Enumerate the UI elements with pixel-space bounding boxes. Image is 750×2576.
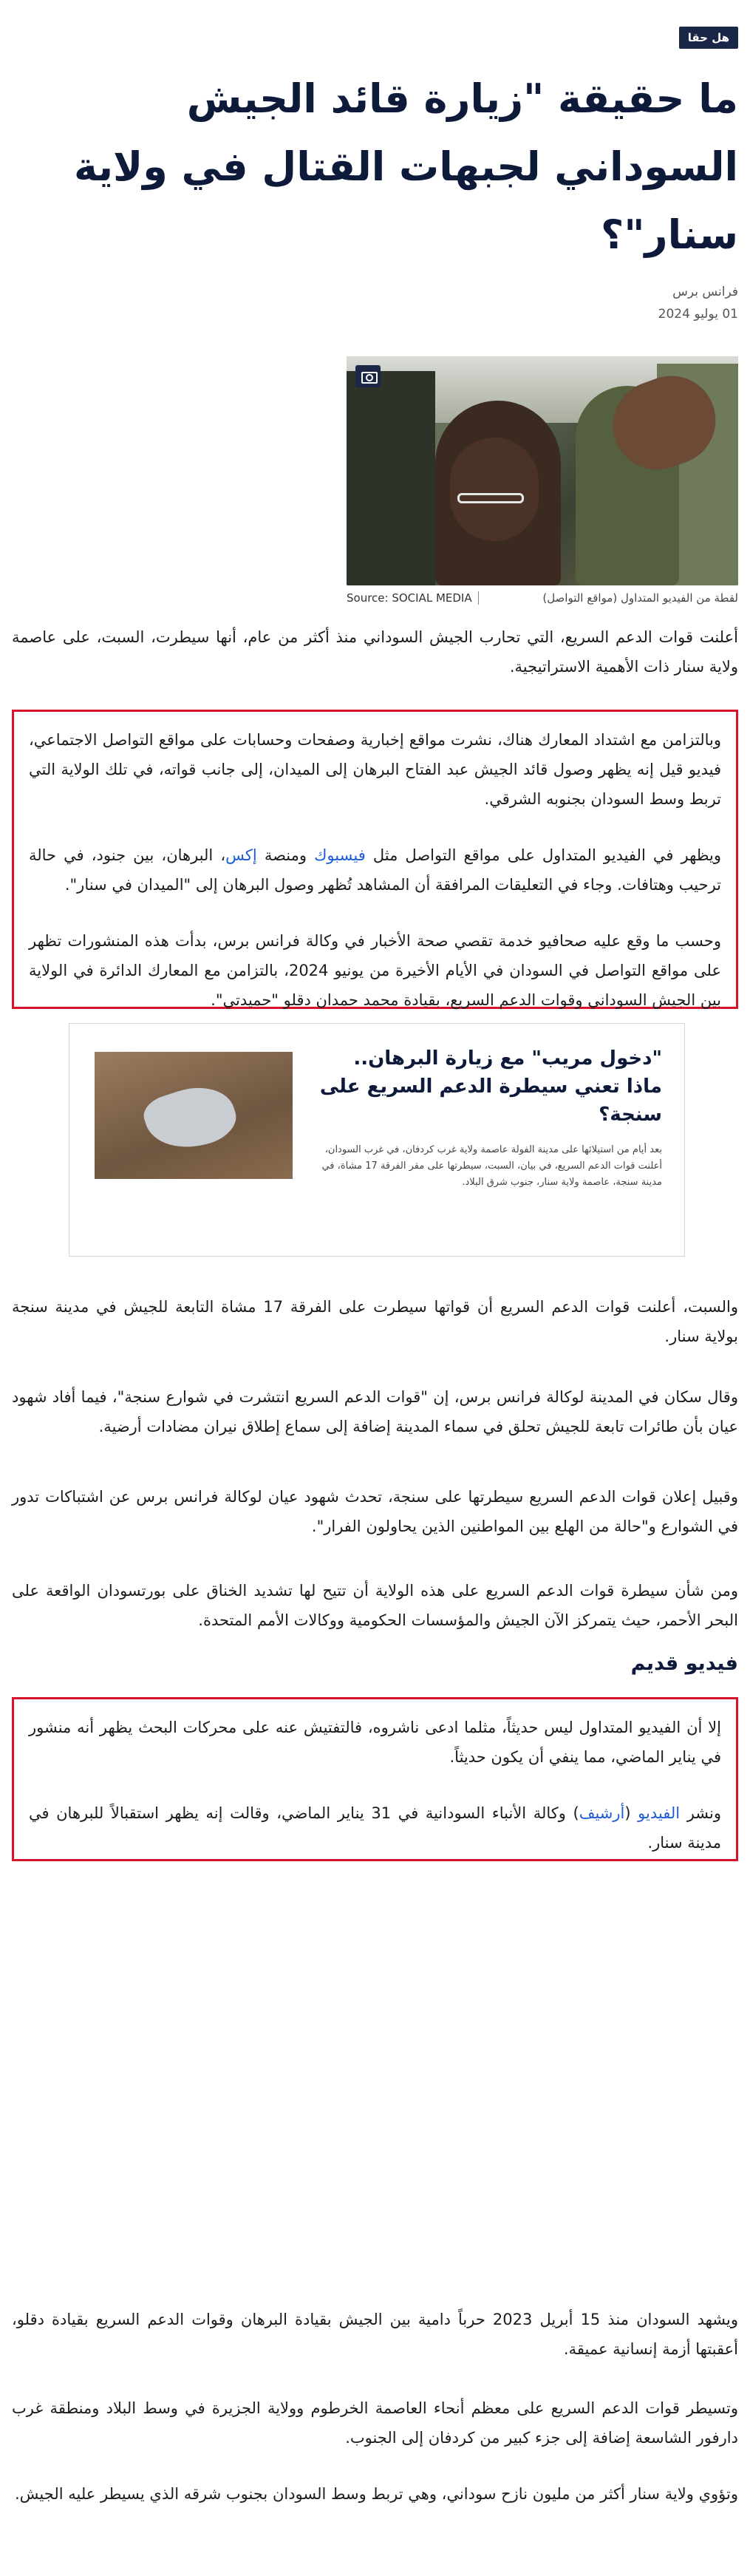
facebook-link[interactable]: فيسبوك — [314, 846, 366, 864]
caption-credit: Source: SOCIAL MEDIA — [347, 591, 479, 605]
paragraph-5: ومن شأن سيطرة قوات الدعم السريع على هذه الولاية أن تتيح لها تشديد الخناق على بورتسودان الواقعة على البحر الأحمر، حيث يتمركز الآن الجيش والمؤسسات الحكومية ووكالات الأمم المتحدة. — [12, 1582, 738, 1629]
paragraph-3: وقال سكان في المدينة لوكالة فرانس برس، إن "قوات الدعم السريع انتشرت في شوارع سنجة"، فيما أفاد شهود عيان بأن طائرات تابعة للجيش تحلق في سماء المدينة إضافة إلى سماع إطلاق نيران مضادات أرضية. — [12, 1388, 738, 1435]
gallery-icon[interactable] — [355, 365, 381, 387]
article-title: ما حقيقة "زيارة قائد الجيش السوداني لجبهات القتال في ولاية سنار"؟ — [74, 75, 738, 258]
caption-text: لقطة من الفيديو المتداول (مواقع التواصل) — [542, 591, 738, 605]
category-badge[interactable]: هل حقا — [679, 27, 738, 49]
x-link[interactable]: إكس — [225, 846, 257, 864]
related-article-text — [315, 1044, 662, 1235]
highlight-box-verdict — [12, 1697, 738, 1861]
article-source[interactable]: فرانس برس — [672, 285, 738, 299]
article-photo[interactable] — [347, 356, 738, 585]
claim-paragraph-1: وبالتزامن مع اشتداد المعارك هناك، نشرت مواقع إخبارية وصفحات وحسابات على مواقع التواصل الاجتماعي، فيديو قيل إنه يظهر وصول قائد الجيش عبد الفتاح البرهان إلى الميدان، إلى جانب قواته، في تلك الولاية التي تربط وسط السودان بجنوبه الشرقي. — [29, 731, 721, 808]
claim-paragraph-3: وحسب ما وقع عليه صحافيو خدمة تقصي صحة الأخبار في وكالة فرانس برس، بدأت هذه المنشورات تظهر على مواقع التواصل في السودان في الأيام الأخيرة من يونيو 2024، بالتزامن مع المعارك الدائرة في الولاية بين الجيش السوداني وقوات الدعم السريع، بقيادة محمد حمدان دقلو "حميدتي". — [29, 932, 721, 1009]
related-article-title[interactable]: "دخول مريب" مع زيارة البرهان.. ماذا تعني سيطرة الدعم السريع على سنجة؟ — [319, 1047, 662, 1126]
article-date: 01 يوليو 2024 — [658, 307, 738, 322]
verdict-paragraph-2: ونشر الفيديو (أرشيف) وكالة الأنباء السودانية في 31 يناير الماضي، وقالت إنه يظهر استقبالاً للبرهان في مدينة سنار. — [29, 1804, 721, 1852]
related-article-image[interactable] — [95, 1052, 293, 1179]
paragraph-4: وقبيل إعلان قوات الدعم السريع سيطرتها على سنجة، تحدث شهود عيان لوكالة فرانس برس عن اشتباكات تدور في الشوارع و"حالة من الهلع بين المواطنين الذين يحاولون الفرار". — [12, 1488, 738, 1535]
paragraph-8: وتؤوي ولاية سنار أكثر من مليون نازح سوداني، وهي تربط وسط السودان بجنوب شرقه الذي يسيطر عليه الجيش. — [14, 2485, 738, 2503]
paragraph-2: والسبت، أعلنت قوات الدعم السريع أن قواتها سيطرت على الفرقة 17 مشاة التابعة للجيش في مدينة سنجة بولاية سنار. — [12, 1298, 739, 1345]
claim-paragraph-2: ويظهر في الفيديو المتداول على مواقع التواصل مثل فيسبوك ومنصة إكس، البرهان، بين جنود، في حالة ترحيب وهتافات. وجاء في التعليقات المرافقة أن المشاهد تُظهر وصول البرهان إلى "الميدان في سنار". — [29, 846, 721, 894]
related-article-summary: بعد أيام من استيلائها على مدينة الفولة عاصمة ولاية غرب كردفان، في غرب السودان، أعلنت قوات الدعم السريع، في بيان، السبت، سيطرتها على مقر الفرقة 17 مشاة، في مدينة سنجة، عاصمة ولاية سنار، جنوب شرق البلاد. — [321, 1144, 662, 1188]
video-link[interactable]: الفيديو — [638, 1804, 681, 1822]
paragraph-intro: أعلنت قوات الدعم السريع، التي تحارب الجيش السوداني منذ أكثر من عام، أنها سيطرت، السبت، على عاصمة ولاية سنار ذات الأهمية الاستراتيجية. — [12, 628, 738, 676]
article-meta — [658, 281, 738, 325]
related-article-card[interactable] — [69, 1023, 685, 1257]
highlight-box-claim — [12, 710, 738, 1009]
archive-link[interactable]: أرشيف — [579, 1804, 625, 1822]
paragraph-6: ويشهد السودان منذ 15 أبريل 2023 حرباً دامية بين الجيش بقيادة البرهان وقوات الدعم السريع بقيادة دقلو، أعقبتها أزمة إنسانية عميقة. — [12, 2311, 738, 2358]
figure-caption — [347, 591, 738, 605]
verdict-paragraph-1: إلا أن الفيديو المتداول ليس حديثاً، مثلما ادعى ناشروه، فالتفتيش عنه على محركات البحث يظهر أنه منشور في يناير الماضي، مما ينفي أن يكون حديثاً. — [29, 1719, 721, 1766]
section-heading: فيديو قديم — [630, 1652, 738, 1675]
paragraph-7: وتسيطر قوات الدعم السريع على معظم أنحاء العاصمة الخرطوم وولاية الجزيرة في وسط البلاد ومنطقة غرب دارفور الشاسعة إضافة إلى جزء كبير من كردفان إلى الجنوب. — [12, 2399, 738, 2447]
article-figure — [347, 356, 738, 605]
